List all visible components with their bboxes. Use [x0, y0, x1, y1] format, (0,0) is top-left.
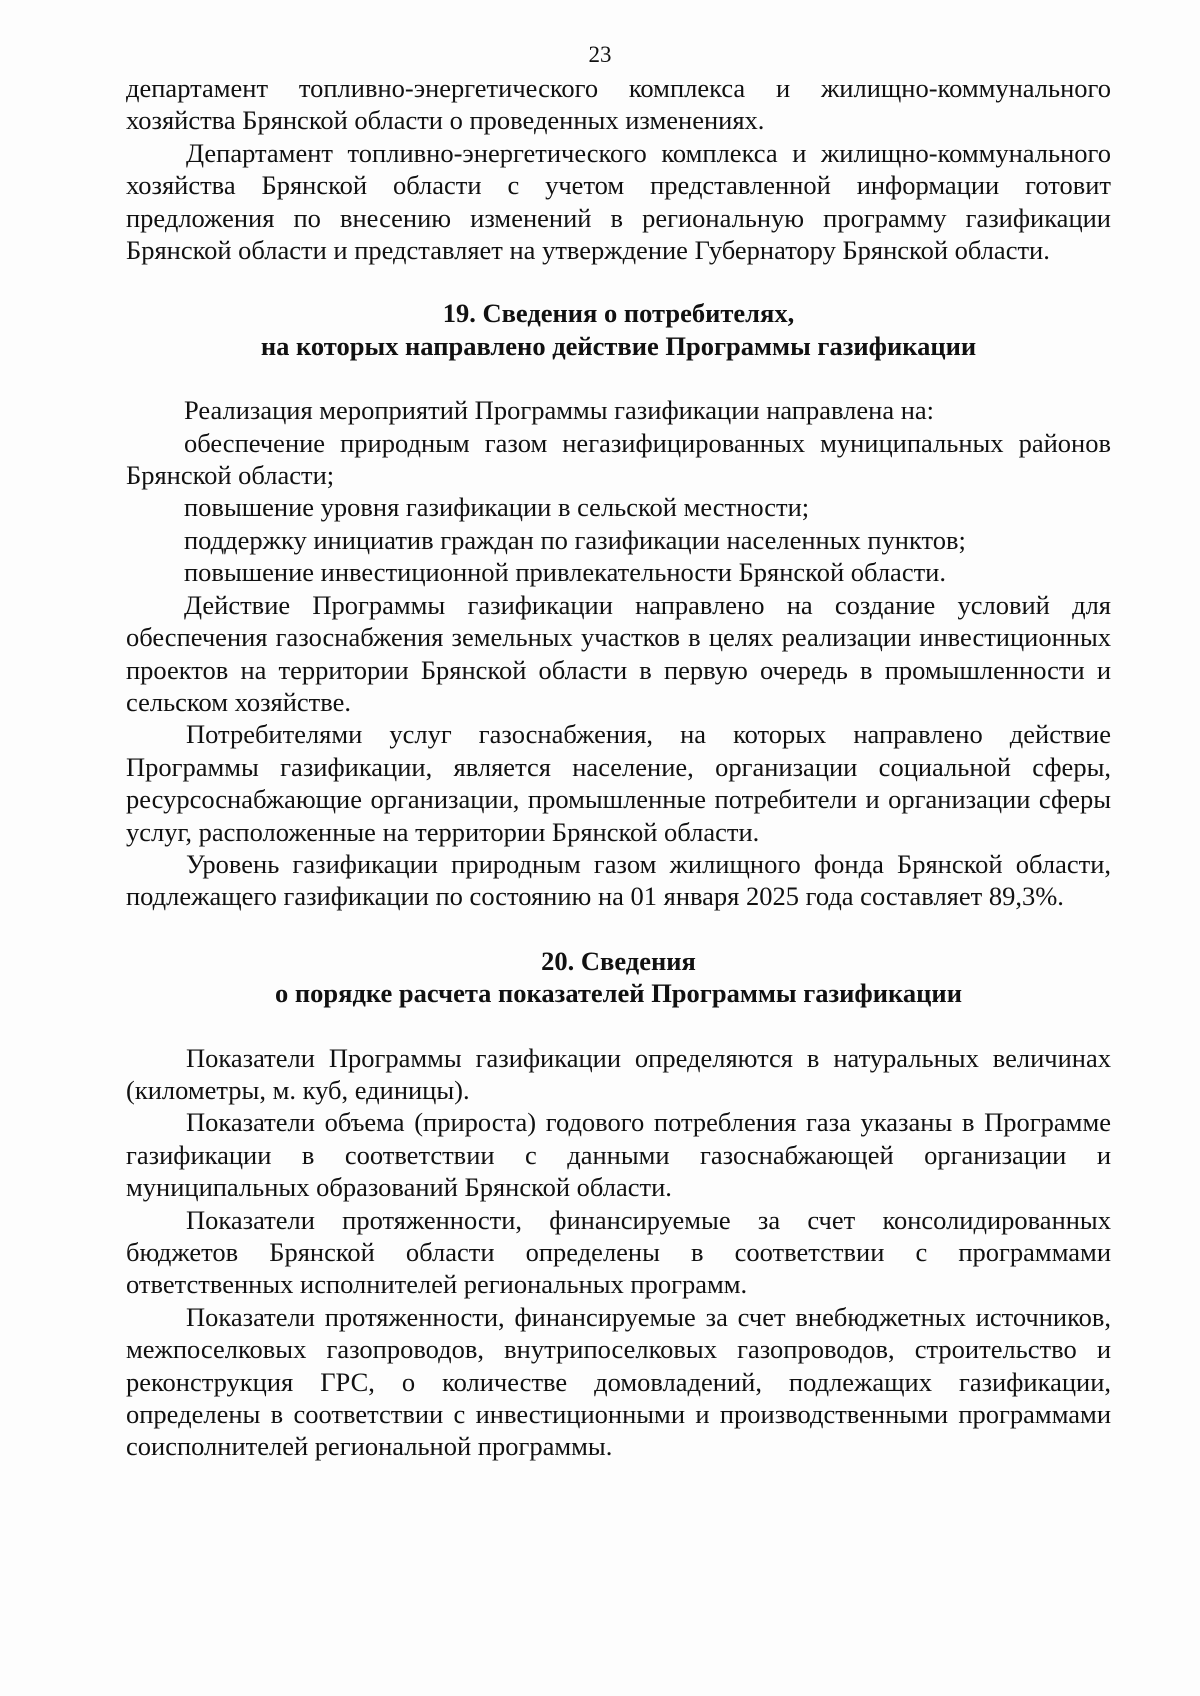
- section-19-title-line-2: на которых направлено действие Программы газификации: [260, 330, 977, 361]
- page-number: 23: [588, 42, 612, 67]
- paragraph-indicators-budget-length: Показатели протяженности, финансируемые за счет консолидированных бюджетов Брянской области определены в соответствии с программами ответственных исполнителей региональных программ.: [126, 1204, 1111, 1300]
- list-item: поддержку инициатив граждан по газификации населенных пунктов;: [184, 524, 966, 555]
- paragraph-gasification-level: Уровень газификации природным газом жилищного фонда Брянской области, подлежащего газификации по состоянию на 01 января 2025 года составляет 89,3%.: [126, 848, 1111, 912]
- section-19-heading: [126, 297, 1111, 362]
- list-item: обеспечение природным газом негазифицированных муниципальных районов Брянской области;: [126, 427, 1111, 491]
- section-20-title-line-1: 20. Сведения: [541, 945, 696, 976]
- section-20-heading: [126, 945, 1111, 1010]
- paragraph-indicators-units: Показатели Программы газификации определяются в натуральных величинах (километры, м. куб, единицы).: [126, 1042, 1111, 1105]
- paragraph-consumers: Потребителями услуг газоснабжения, на которых направлено действие Программы газификации, является население, организации социальной сферы, ресурсоснабжающие организации, промышленные потребители и организации сферы услуг, расположенные на территории Брянской области.: [126, 719, 1111, 847]
- paragraph-indicators-extrabudget-length: Показатели протяженности, финансируемые за счет внебюджетных источников, межпоселковых газопроводов, внутрипоселковых газопроводов, строительство и реконструкция ГРС, о количестве домовладений, подлежащих газификации, определены в соответствии с инвестиционными и производственными программами соисполнителей региональной программы.: [126, 1301, 1111, 1462]
- document-body: [126, 72, 1111, 1463]
- paragraph-indicators-consumption: Показатели объема (прироста) годового потребления газа указаны в Программе газификации в соответствии с данными газоснабжающей организации и муниципальных образований Брянской области.: [126, 1107, 1111, 1203]
- section-19-title-line-1: 19. Сведения о потребителях,: [442, 298, 795, 329]
- section-20-title-line-2: о порядке расчета показателей Программы газификации: [275, 978, 962, 1009]
- paragraph-program-action: Действие Программы газификации направлено на создание условий для обеспечения газоснабжения земельных участков в целях реализации инвестиционных проектов на территории Брянской области в первую очередь в промышленности и сельском хозяйстве.: [126, 589, 1111, 717]
- list-item: повышение инвестиционной привлекательности Брянской области.: [184, 557, 946, 588]
- paragraph-intro-continuation: департамент топливно-энергетического комплекса и жилищно-коммунального хозяйства Брянской области о проведенных изменениях.: [126, 73, 1111, 136]
- list-item: повышение уровня газификации в сельской местности;: [184, 492, 810, 523]
- paragraph-section-19-intro: Реализация мероприятий Программы газификации направлена на:: [184, 395, 935, 426]
- paragraph-department-proposals: Департамент топливно-энергетического комплекса и жилищно-коммунального хозяйства Брянской области с учетом представленной информации готовит предложения по внесению изменений в региональную программу газификации Брянской области и представляет на утверждение Губернатору Брянской области.: [126, 137, 1111, 266]
